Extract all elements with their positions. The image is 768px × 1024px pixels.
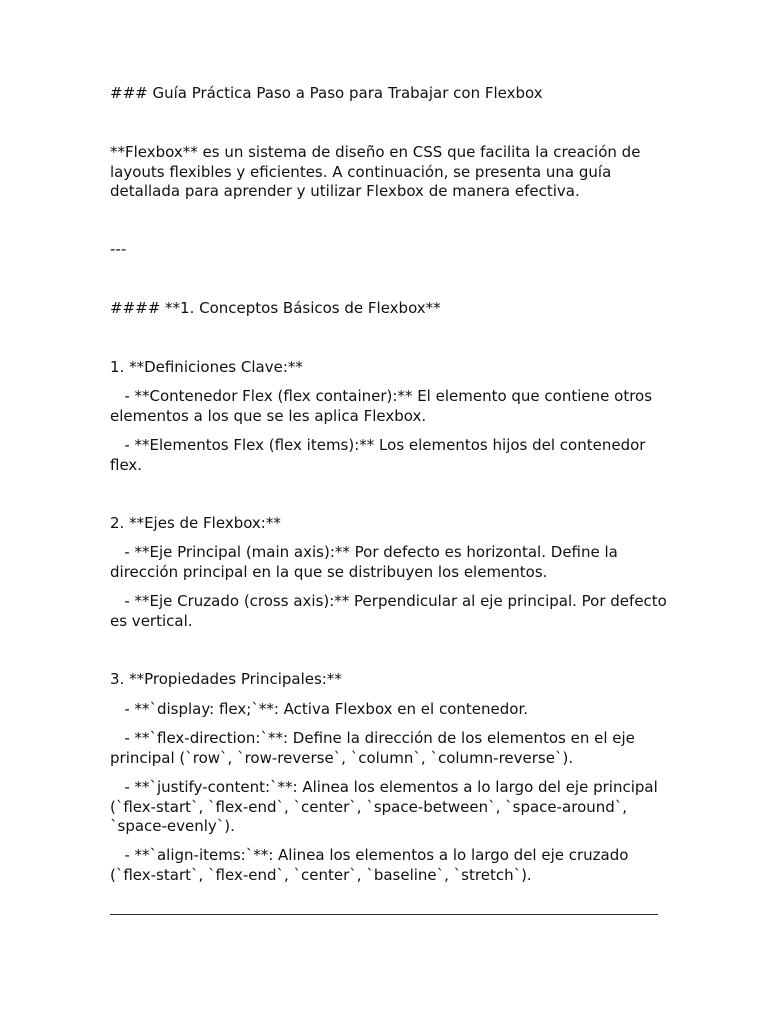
- intro-paragraph: **Flexbox** es un sistema de diseño en CSS que facilita la creación de layouts flexibles y eficientes. A continuación, se presenta una guía detallada para aprender y utilizar Flexbox de manera efectiva.: [110, 143, 646, 200]
- bullet-item: - **Eje Principal (main axis):** Por defecto es horizontal. Define la dirección principal en la que se distribuyen los elementos.: [110, 543, 623, 581]
- bullet-item: - **`display: flex;`**: Activa Flexbox en el contenedor.: [110, 700, 529, 718]
- bullet-item: - **Contenedor Flex (flex container):** El elemento que contiene otros elementos a los que se les aplica Flexbox.: [110, 387, 657, 425]
- list-item-heading: 1. **Definiciones Clave:**: [110, 358, 303, 376]
- bullet-item: - **Elementos Flex (flex items):** Los elementos hijos del contenedor flex.: [110, 436, 651, 474]
- section-separator: ---: [110, 240, 127, 258]
- document-title: ### Guía Práctica Paso a Paso para Trabajar con Flexbox: [110, 84, 543, 102]
- bullet-item: - **`align-items:`**: Alinea los elementos a lo largo del eje cruzado (`flex-start`, `flex-end`, `center`, `baseline`, `stretch`).: [110, 846, 634, 884]
- horizontal-rule: [110, 914, 658, 915]
- list-item-heading: 3. **Propiedades Principales:**: [110, 670, 342, 688]
- section-heading: #### **1. Conceptos Básicos de Flexbox**: [110, 299, 441, 317]
- bullet-item: - **`flex-direction:`**: Define la dirección de los elementos en el eje principal (`row`, `row-reverse`, `column`, `column-reverse`).: [110, 729, 640, 767]
- list-item-heading: 2. **Ejes de Flexbox:**: [110, 514, 281, 532]
- bullet-item: - **Eje Cruzado (cross axis):** Perpendicular al eje principal. Por defecto es vertical.: [110, 592, 672, 630]
- bullet-item: - **`justify-content:`**: Alinea los elementos a lo largo del eje principal (`flex-start`, `flex-end`, `center`, `space-between`, `space-around`, `space-evenly`).: [110, 778, 663, 835]
